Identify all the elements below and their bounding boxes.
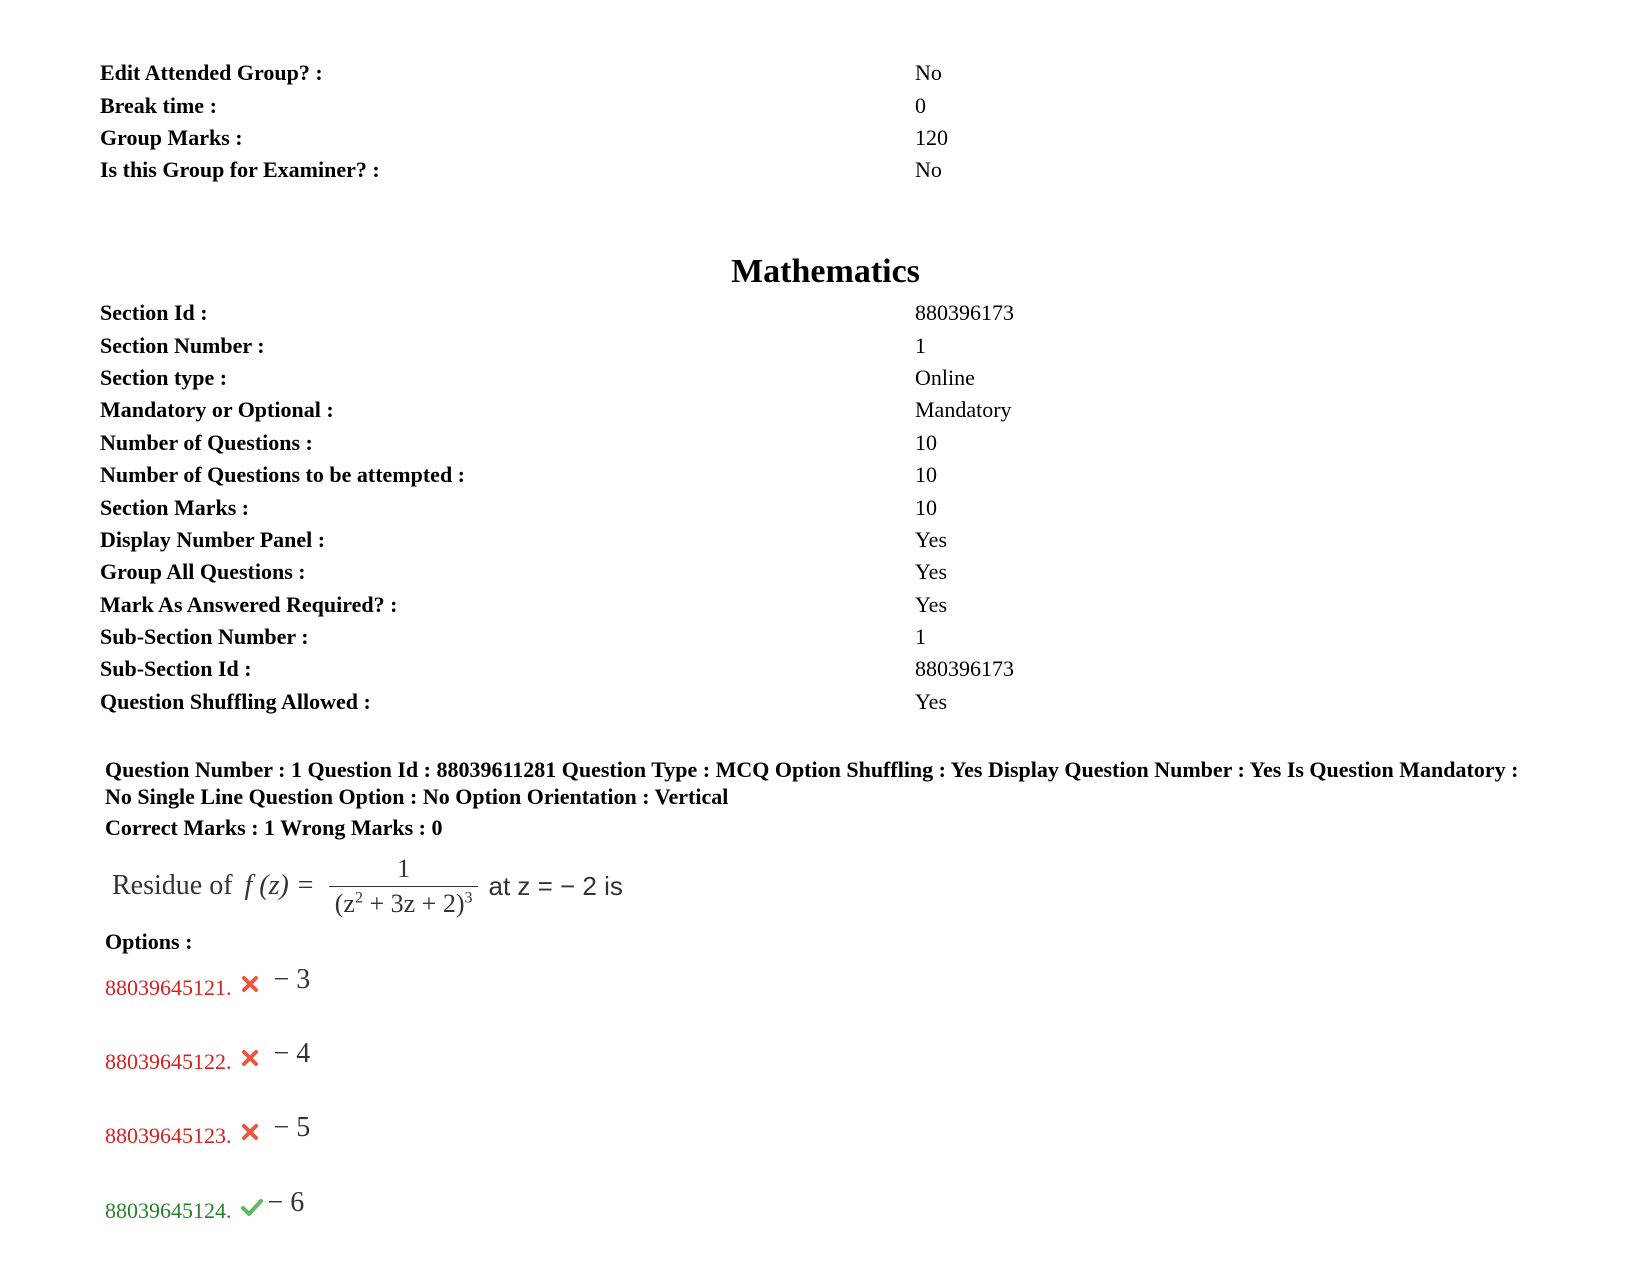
field-value: Mandatory [915, 397, 1012, 423]
field-label: Number of Questions : [100, 429, 313, 455]
section-info-row [100, 556, 1500, 588]
option-item [105, 1112, 311, 1152]
field-value: 10 [915, 462, 937, 488]
option-item [105, 1187, 305, 1227]
group-info-row [100, 122, 1500, 154]
field-label: Group All Questions : [100, 559, 306, 585]
field-value: Yes [915, 559, 948, 585]
option-id: 88039645122. [105, 1049, 232, 1074]
field-label: Section Id : [100, 300, 208, 326]
field-label: Sub-Section Id : [100, 656, 252, 682]
group-info-row [100, 57, 1500, 89]
field-value: Online [915, 364, 975, 390]
field-label: Question Shuffling Allowed : [100, 688, 371, 714]
field-label: Is this Group for Examiner? : [100, 157, 380, 183]
section-info-row [100, 394, 1500, 426]
denominator-exponent-inner: 2 [354, 888, 363, 906]
field-label: Section Marks : [100, 494, 250, 520]
field-value: 1 [915, 332, 926, 358]
fraction-denominator [329, 886, 479, 919]
field-value: Yes [915, 591, 948, 617]
section-info-row [100, 362, 1500, 394]
question-metadata: Question Number : 1 Question Id : 88039611281 Question Type : MCQ Option Shuffling : Yes Display Question Number : Yes Is Question Mandatory : No Single Line Question Option : No Option Orientation : Vertical [105, 757, 1519, 809]
cross-icon [240, 1048, 260, 1068]
field-value: 880396173 [915, 656, 1014, 682]
question-suffix: at z = − 2 is [488, 870, 623, 901]
section-info-row [100, 524, 1500, 556]
question-function: f (z) = [244, 870, 315, 901]
check-icon [240, 1197, 260, 1217]
option-item [105, 1038, 311, 1078]
section-info-row [100, 589, 1500, 621]
option-id: 88039645121. [105, 975, 232, 1000]
field-label: Edit Attended Group? : [100, 60, 323, 86]
section-info-row [100, 621, 1500, 653]
option-text: − 6 [267, 1187, 305, 1218]
field-label: Section Number : [100, 332, 265, 358]
question-fraction [329, 854, 479, 919]
group-info-table [100, 57, 1500, 187]
section-title: Mathematics [731, 253, 920, 290]
section-info-row [100, 459, 1500, 491]
field-label: Group Marks : [100, 124, 243, 150]
option-text: − 5 [273, 1112, 311, 1143]
section-info-row [100, 491, 1500, 523]
field-value: Yes [915, 688, 948, 714]
field-value: 0 [915, 92, 926, 118]
fraction-numerator: 1 [397, 853, 411, 883]
question-marks: Correct Marks : 1 Wrong Marks : 0 [105, 815, 443, 840]
option-id: 88039645123. [105, 1123, 232, 1148]
field-value: No [915, 60, 942, 86]
field-label: Break time : [100, 92, 217, 118]
section-info-row [100, 297, 1500, 329]
field-label: Section type : [100, 364, 228, 390]
section-info-row [100, 329, 1500, 361]
section-info-row [100, 427, 1500, 459]
section-info-row [100, 686, 1500, 718]
field-label: Mandatory or Optional : [100, 397, 334, 423]
section-info-table [100, 297, 1500, 718]
group-info-row [100, 154, 1500, 186]
cross-icon [240, 974, 260, 994]
field-label: Sub-Section Number : [100, 624, 309, 650]
denominator-base: (z [334, 888, 355, 918]
field-value: 10 [915, 429, 937, 455]
field-value: No [915, 157, 942, 183]
field-label: Number of Questions to be attempted : [100, 462, 466, 488]
denominator-middle: + 3z + 2) [362, 888, 465, 918]
field-value: 120 [915, 124, 948, 150]
option-id: 88039645124. [105, 1198, 232, 1223]
field-value: Yes [915, 526, 948, 552]
section-info-row [100, 653, 1500, 685]
denominator-exponent-outer: 3 [464, 888, 473, 906]
field-label: Display Number Panel : [100, 526, 326, 552]
field-label: Mark As Answered Required? : [100, 591, 398, 617]
field-value: 10 [915, 494, 937, 520]
question-text [112, 846, 623, 926]
group-info-row [100, 89, 1500, 121]
option-text: − 4 [273, 1038, 311, 1069]
option-text: − 3 [273, 964, 311, 995]
field-value: 880396173 [915, 300, 1014, 326]
question-prefix: Residue of [112, 870, 233, 901]
cross-icon [240, 1122, 260, 1142]
option-item [105, 964, 311, 1004]
field-value: 1 [915, 624, 926, 650]
options-label: Options : [105, 929, 193, 954]
